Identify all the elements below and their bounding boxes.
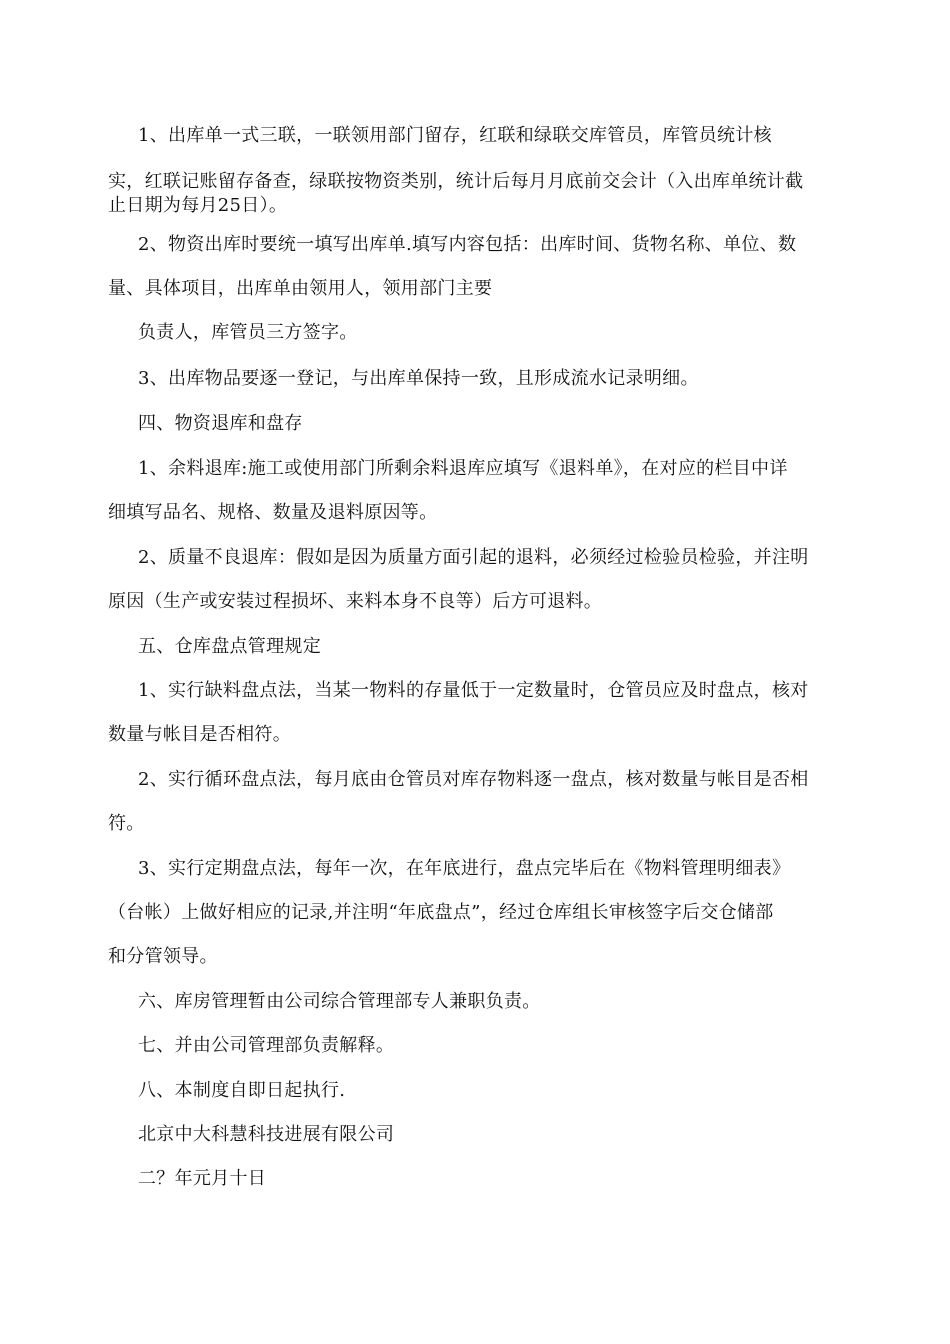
section-heading: 七、并由公司管理部负责解释。 <box>138 1035 395 1056</box>
section-heading: 五、仓库盘点管理规定 <box>138 636 321 657</box>
paragraph-line: 2、物资出库时要统一填写出库单.填写内容包括：出库时间、货物名称、单位、数 <box>138 234 797 255</box>
paragraph-line: 数量与帐目是否相符。 <box>108 724 291 745</box>
paragraph-line: （台帐）上做好相应的记录,并注明“年底盘点”，经过仓库组长审核签字后交仓储部 <box>108 902 774 923</box>
paragraph-line: 2、实行循环盘点法，每月底由仓管员对库存物料逐一盘点，核对数量与帐目是否相 <box>138 769 809 790</box>
document-date: 二？年元月十日 <box>138 1168 267 1189</box>
paragraph-line: 细填写品名、规格、数量及退料原因等。 <box>108 502 438 523</box>
paragraph-line: 符。 <box>108 813 145 834</box>
paragraph-line: 实，红联记账留存备查，绿联按物资类别，统计后每月月底前交会计（入出库单统计截 <box>108 171 804 192</box>
paragraph-line: 1、实行缺料盘点法，当某一物料的存量低于一定数量时，仓管员应及时盘点，核对 <box>138 680 809 701</box>
paragraph-line: 1、出库单一式三联，一联领用部门留存，红联和绿联交库管员，库管员统计核 <box>138 125 772 146</box>
paragraph-line: 3、出库物品要逐一登记，与出库单保持一致，且形成流水记录明细。 <box>138 368 699 389</box>
paragraph-line: 原因（生产或安装过程损坏、来料本身不良等）后方可退料。 <box>108 591 603 612</box>
paragraph-line: 止日期为每月25日）。 <box>108 195 288 216</box>
section-heading: 六、库房管理暂由公司综合管理部专人兼职负责。 <box>138 991 541 1012</box>
section-heading: 四、物资退库和盘存 <box>138 413 303 434</box>
paragraph-line: 负责人，库管员三方签字。 <box>138 322 358 343</box>
section-heading: 八、本制度自即日起执行. <box>138 1080 346 1101</box>
paragraph-line: 1、余料退库:施工或使用部门所剩余料退库应填写《退料单》，在对应的栏目中详 <box>138 458 788 479</box>
paragraph-line: 量、具体项目，出库单由领用人，领用部门主要 <box>108 278 493 299</box>
paragraph-line: 2、质量不良退库：假如是因为质量方面引起的退料，必须经过检验员检验，并注明 <box>138 547 809 568</box>
paragraph-line: 和分管领导。 <box>108 946 218 967</box>
company-name: 北京中大科慧科技进展有限公司 <box>138 1124 395 1145</box>
paragraph-line: 3、实行定期盘点法，每年一次，在年底进行，盘点完毕后在《物料管理明细表》 <box>138 858 791 879</box>
